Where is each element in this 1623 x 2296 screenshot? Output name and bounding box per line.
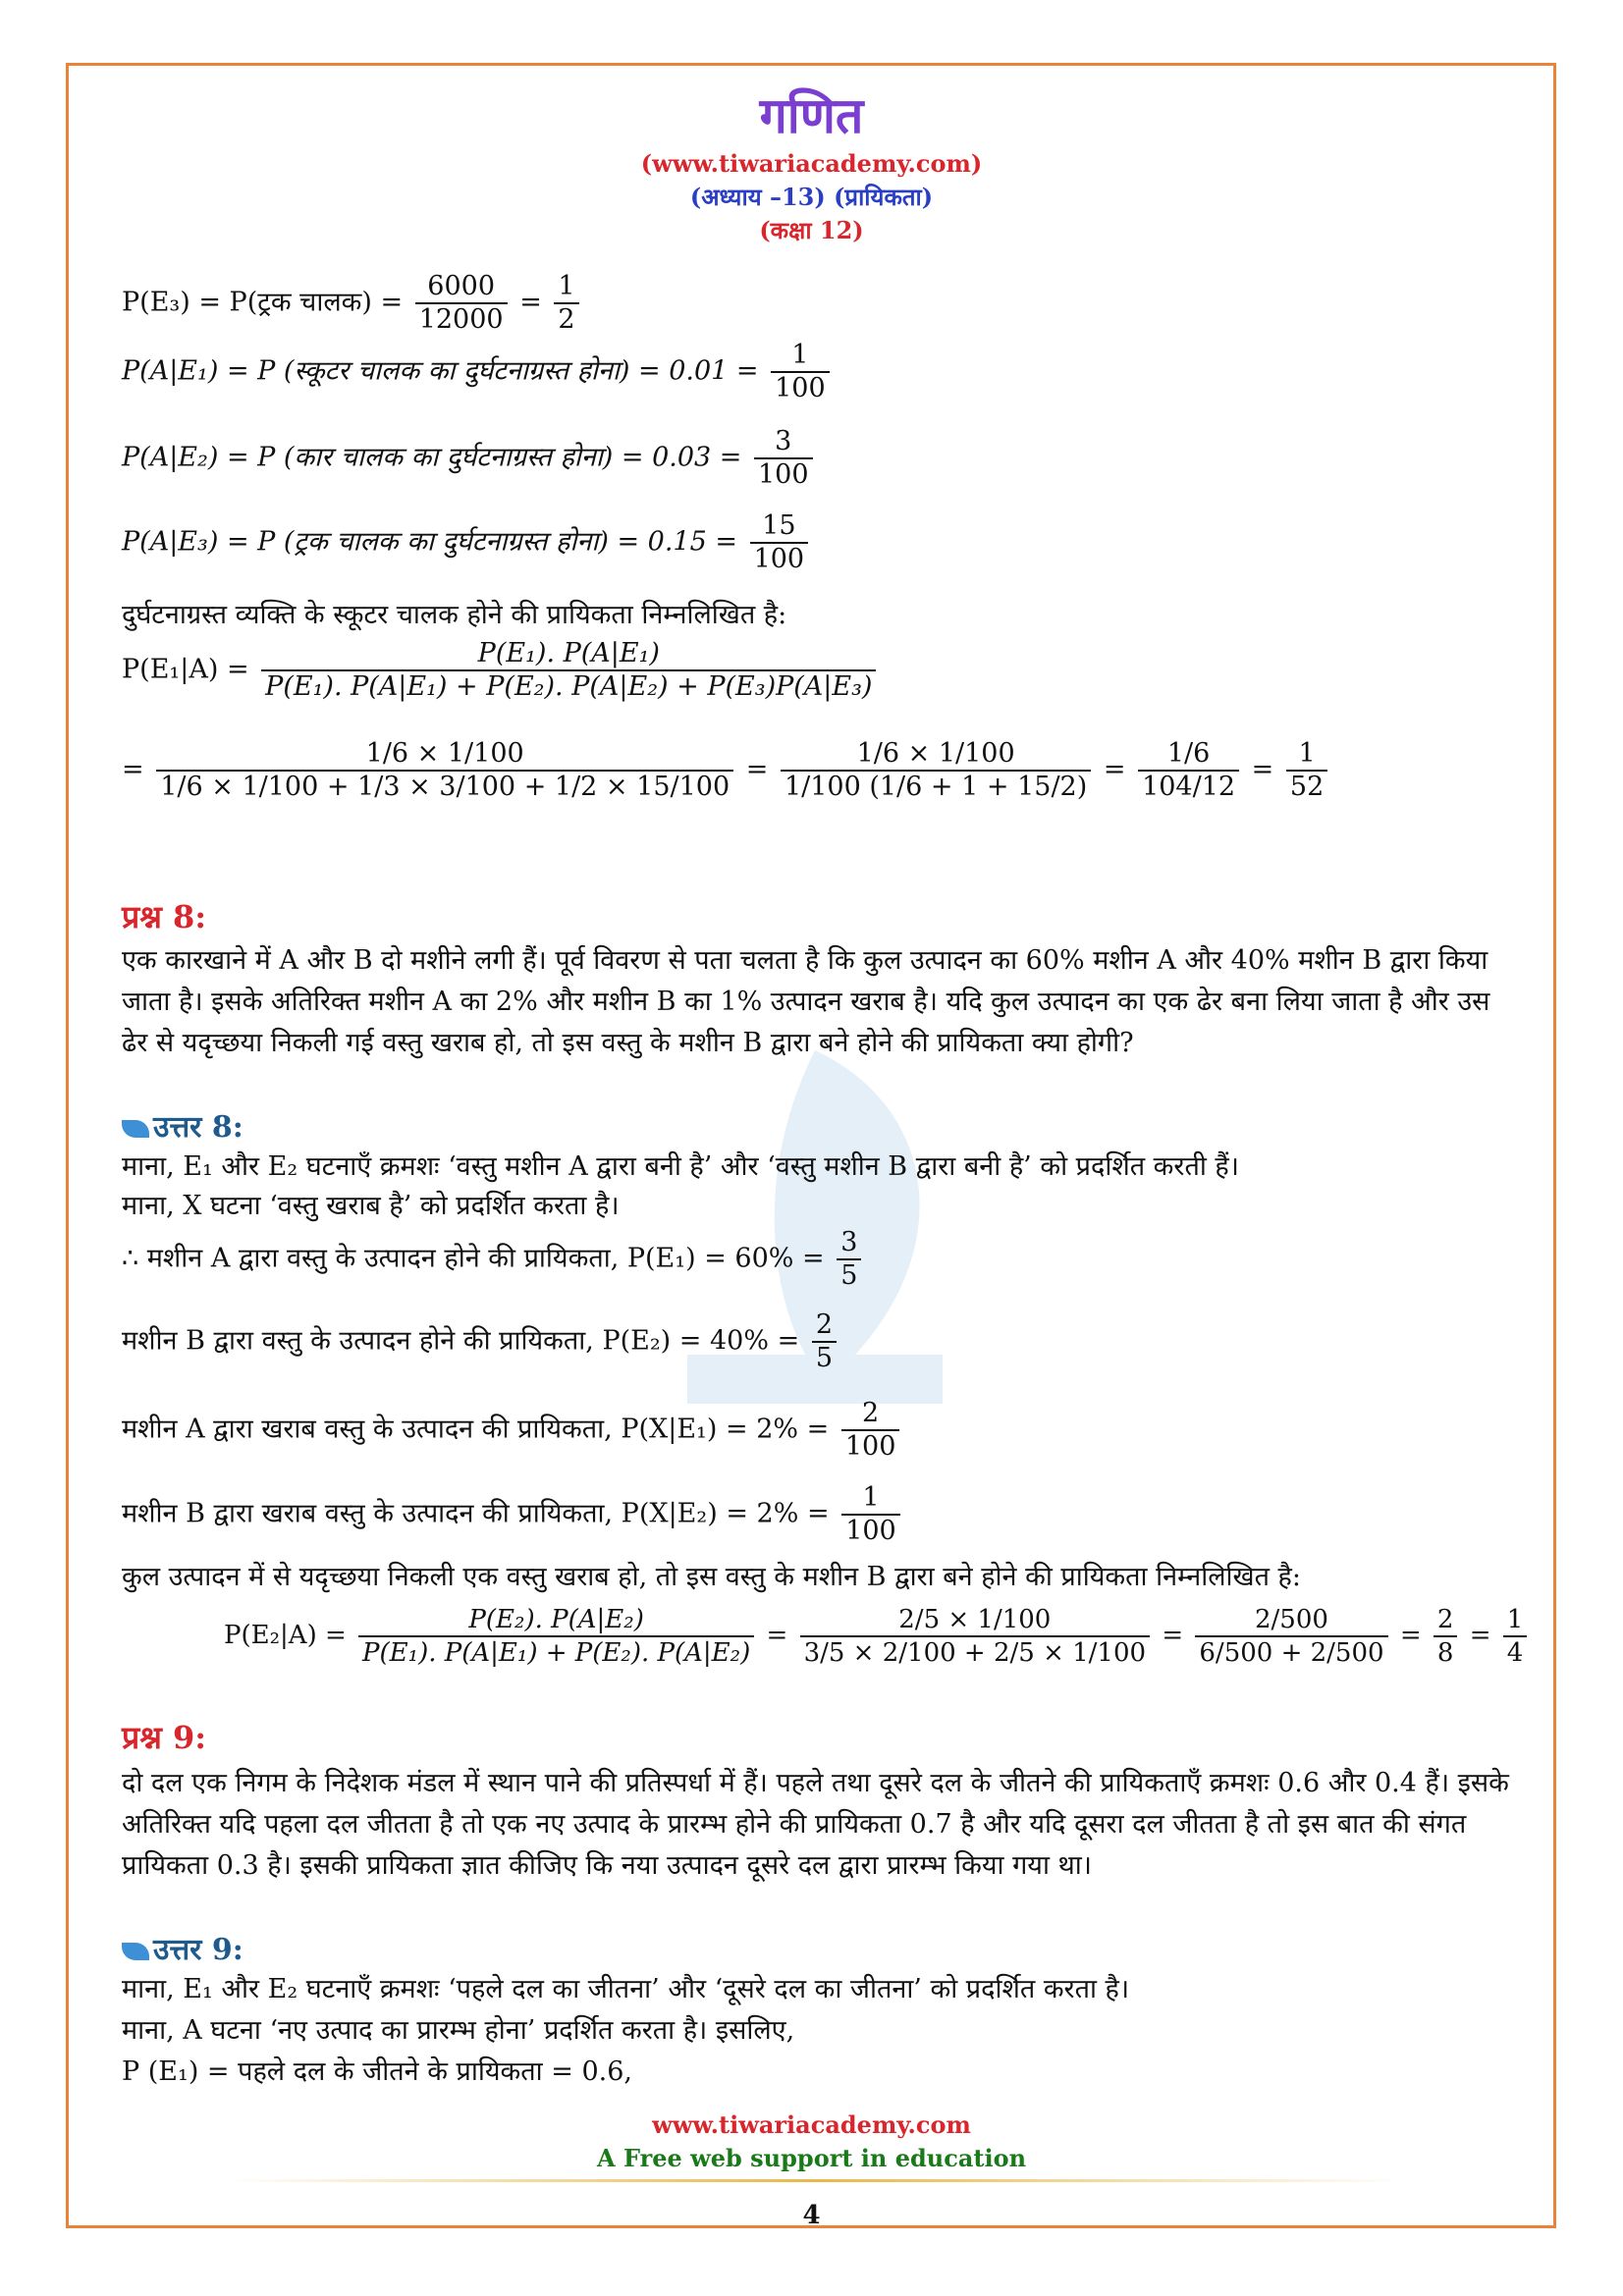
footer-tagline: A Free web support in education [596, 2144, 1027, 2172]
subject-title: गणित [759, 87, 864, 144]
answer-9-heading [122, 1928, 243, 1968]
answer-9-line1: माना, E₁ और E₂ घटनाएँ क्रमशः ‘पहले दल का जीतना’ और ‘दूसरे दल का जीतना’ को प्रदर्शित करता है। [122, 1974, 1130, 2004]
answer-9-line3: P (E₁) = पहले दल के जीतने के प्रायिकता = 0.6, [122, 2056, 632, 2087]
answer-8-pe1: ∴ मशीन A द्वारा वस्तु के उत्पादन होने की प्रायिकता, P(E₁) = 60% = $\frac{3}{5}$ [122, 1227, 865, 1292]
answer-8-label: उत्तर 8: [153, 1110, 243, 1145]
question-8-text: एक कारखाने में A और B दो मशीने लगी हैं। पूर्व विवरण से पता चलता है कि कुल उत्पादन का 60% मशीन A और 40% मशीन B द्वारा किया जाता है। इसके अतिरिक्त मशीन A का 2% और मशीन B का 1% उत्पादन खराब है। यदि कुल उत्पादन का एक ढेर बना लिया जाता है और उस ढेर से यदृच्छया निकली गई वस्तु खराब हो, तो इस वस्तु के मशीन B द्वारा बने होने की प्रायिकता क्या होगी? [122, 945, 1490, 1058]
formula-pe3: P(E₃) = P(ट्रक चालक) = $\frac{6000}{12000}$ = $\frac{1}{2}$ [122, 271, 583, 336]
question-9-text: दो दल एक निगम के निदेशक मंडल में स्थान पाने की प्रतिस्पर्धा में हैं। पहले तथा दूसरे दल के जीतने की प्रायिकताएँ क्रमशः 0.6 और 0.4 हैं। इसके अतिरिक्त यदि पहला दल जीतता है तो एक नए उत्पाद के प्रारम्भ होने की प्रायिकता 0.7 है और यदि दूसरा दल जीतता है तो इस बात की संगत प्रायिकता 0.3 है। इसकी प्रायिकता ज्ञात कीजिए कि नया उत्पादन दूसरे दल द्वारा प्रारम्भ किया गया था। [122, 1768, 1509, 1881]
answer-8-pxe2: मशीन B द्वारा खराब वस्तु के उत्पादन की प्रायिकता, P(X|E₂) = 2% = $\frac{1}{100}$ [122, 1482, 904, 1547]
header-website[interactable]: (www.tiwariacademy.com) [640, 149, 983, 178]
formula-pae2: P(A|E₂) = P (कार चालक का दुर्घटनाग्रस्त होना) = 0.03 = $\frac{3}{100}$ [122, 426, 817, 491]
answer-8-line1: माना, E₁ और E₂ घटनाएँ क्रमशः ‘वस्तु मशीन A द्वारा बनी है’ और ‘वस्तु मशीन B द्वारा बनी है’ को प्रदर्शित करती हैं। [122, 1151, 1240, 1182]
formula-pae1: P(A|E₁) = P (स्कूटर चालक का दुर्घटनाग्रस्त होना) = 0.01 = $\frac{1}{100}$ [122, 340, 834, 404]
page-header [0, 84, 1623, 247]
answer-8-heading [122, 1105, 243, 1146]
formula-pae3: P(A|E₃) = P (ट्रक चालक का दुर्घटनाग्रस्त होना) = 0.15 = $\frac{15}{100}$ [122, 510, 812, 575]
answer-8-bayes: P(E₂|A) = $\frac{\text{P(E₂). P(A|E₂)}}{\text{P(E₁). P(A|E₁) + P(E₂). P(A|E₂)}}$ = $\frac{2/5 \times 1/100}{3/5 \times 2/100 + 2/5 \times 1/100}$ = $\frac{2/500}{6/500 + 2/500}$ = $\frac{2}{8}$ = $\frac{1}{4}$ [224, 1604, 1531, 1669]
question-9-label: प्रश्न 9: [122, 1719, 207, 1756]
leaf-icon [122, 1943, 149, 1960]
answer-8-pe2: मशीन B द्वारा वस्तु के उत्पादन होने की प्रायिकता, P(E₂) = 40% = $\frac{2}{5}$ [122, 1309, 840, 1374]
footer-url[interactable]: www.tiwariacademy.com [652, 2110, 971, 2139]
answer-8-pxe1: मशीन A द्वारा खराब वस्तु के उत्पादन की प्रायिकता, P(X|E₁) = 2% = $\frac{2}{100}$ [122, 1398, 903, 1463]
question-8-label: प्रश्न 8: [122, 898, 207, 935]
formula-bayes-steps: = $\frac{1/6 \times 1/100}{1/6 \times 1/100 + 1/3 \times 3/100 + 1/2 \times 15/100}$ = $\frac{1/6 \times 1/100}{1/100 (1/6 + 1 + 15/2)}$ = $\frac{1/6}{104/12}$ = $\frac{1}{52}$ [122, 738, 1331, 803]
answer-9-line2: माना, A घटना ‘नए उत्पाद का प्रारम्भ होना’ प्रदर्शित करता है। इसलिए, [122, 2015, 795, 2046]
footer-divider [226, 2179, 1404, 2182]
header-chapter: (अध्याय –13) (प्रायिकता) [689, 183, 934, 211]
scooter-statement: दुर्घटनाग्रस्त व्यक्ति के स्कूटर चालक होने की प्रायिकता निम्नलिखित है: [122, 600, 787, 630]
answer-8-line7: कुल उत्पादन में से यदृच्छया निकली एक वस्तु खराब हो, तो इस वस्तु के मशीन B द्वारा बने होने की प्रायिकता निम्नलिखित है: [122, 1562, 1301, 1592]
answer-8-line2: माना, X घटना ‘वस्तु खराब है’ को प्रदर्शित करता है। [122, 1191, 620, 1221]
page-number: 4 [802, 2201, 821, 2230]
header-class: (कक्षा 12) [759, 216, 864, 244]
formula-bayes-1: P(E₁|A) = $\frac{\text{P(E₁). P(A|E₁)}}{\text{P(E₁). P(A|E₁) + P(E₂). P(A|E₂) + P(E₃)P(A|E₃)}}$ [122, 638, 880, 703]
answer-9-label: उत्तर 9: [153, 1933, 243, 1967]
leaf-icon [122, 1120, 149, 1138]
